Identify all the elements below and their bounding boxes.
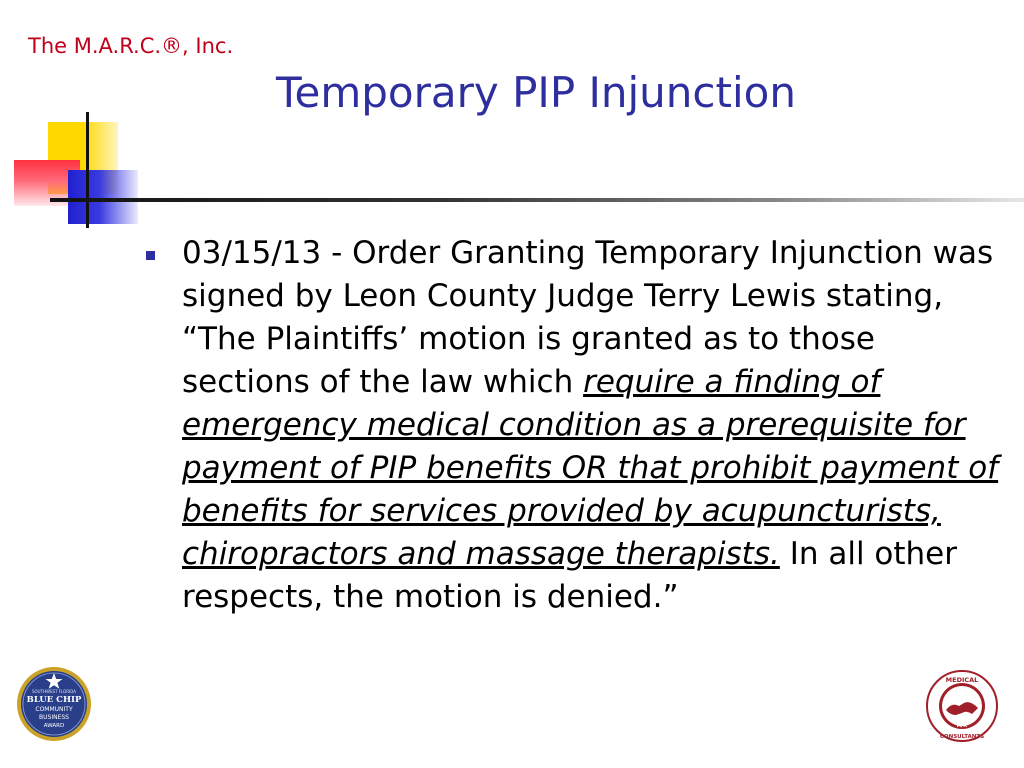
logo-left-line-4: BUSINESS	[39, 714, 69, 721]
medical-ar-consultants-logo	[926, 670, 998, 742]
logo-left-line-5: AWARD	[43, 723, 65, 729]
blue-chip-award-logo	[16, 666, 92, 742]
slide-title: Temporary PIP Injunction	[276, 68, 796, 117]
bullet-outro: In all other respects, the motion is denied.”	[182, 536, 958, 615]
bullet-square-icon	[146, 251, 155, 260]
bullet-intro: 03/15/13 - Order Granting Temporary Injunction was signed by Leon County Judge Terry Lewis stating, “The Plaintiffs’ motion is granted as to those sections of the law which	[182, 235, 994, 400]
logo-right-line-2: A/R	[956, 723, 968, 729]
logo-right-line-3: CONSULTANTS	[939, 734, 985, 740]
bullet-text	[182, 232, 1002, 619]
bullet-emphasis: require a finding of emergency medical condition as a prerequisite for payment of PIP benefits OR that prohibit payment of benefits for services provided by acupuncturists, chiropractors and massage therapists.	[182, 364, 999, 572]
logo-left-line-2: BLUE CHIP	[26, 695, 82, 705]
title-divider	[50, 198, 1024, 202]
logo-left-line-3: COMMUNITY	[35, 706, 73, 713]
company-name: The M.A.R.C.®, Inc.	[28, 34, 234, 58]
blue-block	[68, 170, 138, 224]
logo-left-line-1: SOUTHWEST FLORIDA	[31, 689, 77, 694]
vertical-rule	[86, 112, 89, 228]
logo-right-line-1: MEDICAL	[945, 676, 979, 684]
decorative-blocks	[0, 0, 200, 240]
